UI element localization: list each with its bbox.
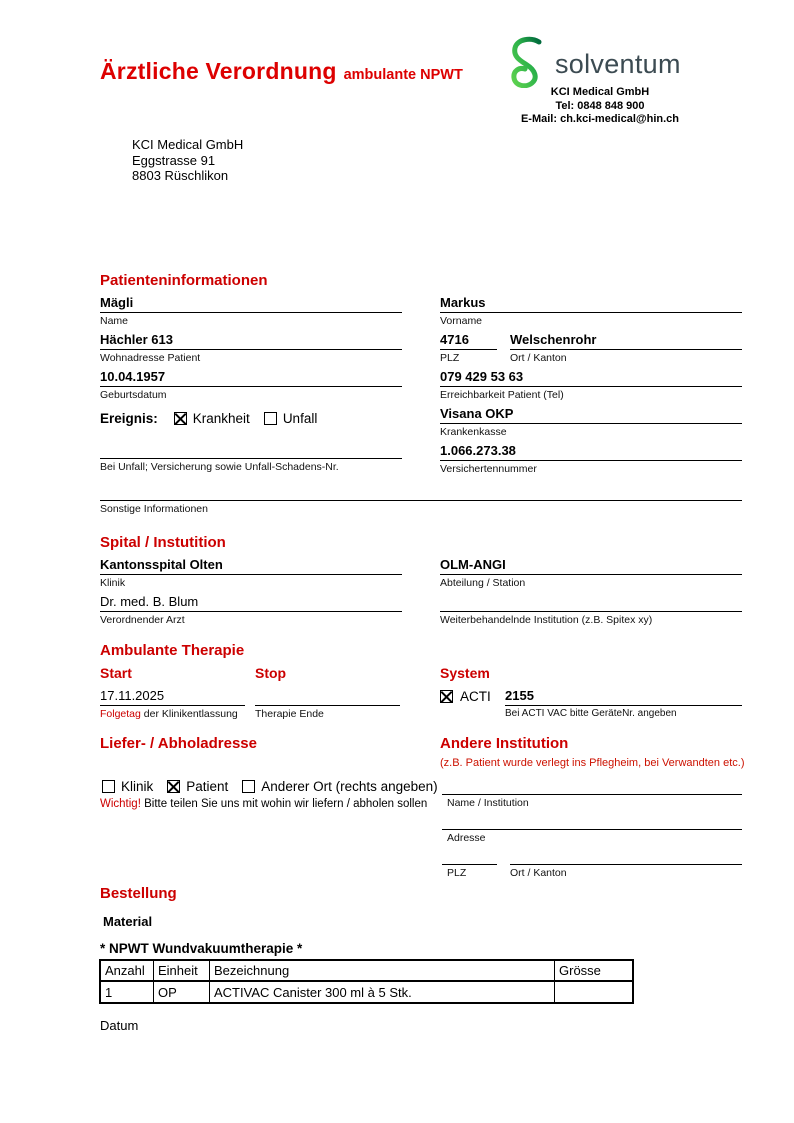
- krankheit-option-label: Krankheit: [192, 411, 250, 426]
- cell-einheit: OP: [154, 981, 210, 1003]
- name-label: Name: [100, 315, 129, 327]
- contact-company: KCI Medical GmbH: [550, 86, 650, 98]
- section-heading-therapie: Ambulante Therapie: [100, 642, 245, 659]
- unfall-nr-value[interactable]: [100, 441, 402, 459]
- andere-ort-value[interactable]: [510, 847, 742, 865]
- geburtsdatum-label: Geburtsdatum: [100, 389, 167, 401]
- field-therapie-stop: [255, 688, 400, 720]
- krankenkasse-value[interactable]: Visana OKP: [440, 406, 742, 424]
- name-value[interactable]: Mägli: [100, 295, 402, 313]
- header-einheit: Einheit: [154, 960, 210, 981]
- ort-label: Ort / Kanton: [510, 352, 567, 364]
- sonstige-label: Sonstige Informationen: [100, 503, 208, 515]
- krankenkasse-label: Krankenkasse: [440, 426, 507, 438]
- weiterbehandelnde-value[interactable]: [440, 594, 742, 612]
- andere-adresse-label: Adresse: [447, 832, 486, 844]
- solventum-s-icon: [506, 36, 546, 93]
- page-title: [100, 58, 463, 85]
- geraetenr-label: Bei ACTI VAC bitte GeräteNr. angeben: [505, 708, 677, 719]
- npwt-heading: * NPWT Wundvakuumtherapie *: [100, 941, 303, 956]
- tel-value[interactable]: 079 429 53 63: [440, 369, 742, 387]
- sonstige-value[interactable]: [100, 483, 742, 501]
- patient-option-label: Patient: [186, 779, 229, 794]
- plz-label: PLZ: [440, 352, 460, 364]
- company-contact-block: [450, 86, 750, 127]
- plz-value[interactable]: 4716: [440, 332, 497, 350]
- cell-anzahl: 1: [100, 981, 154, 1003]
- field-ort: [510, 332, 742, 364]
- cell-bezeichnung: ACTIVAC Canister 300 ml à 5 Stk.: [210, 981, 555, 1003]
- geburtsdatum-value[interactable]: 10.04.1957: [100, 369, 402, 387]
- wichtig-red-text: Wichtig!: [100, 798, 141, 810]
- ort-value[interactable]: Welschenrohr: [510, 332, 742, 350]
- andere-name-label: Name / Institution: [447, 797, 529, 809]
- field-wohnadresse: [100, 332, 402, 364]
- section-heading-patient: Patienteninformationen: [100, 272, 268, 289]
- contact-email: E-Mail: ch.kci-medical@hin.ch: [520, 113, 680, 125]
- wichtig-note: [100, 798, 427, 810]
- checkbox-krankheit[interactable]: [174, 412, 187, 425]
- weiterbehandelnde-label: Weiterbehandelnde Institution (z.B. Spitex xy): [440, 614, 653, 626]
- field-plz: [440, 332, 497, 364]
- versichertennummer-value[interactable]: 1.066.273.38: [440, 443, 742, 461]
- field-tel: [440, 369, 742, 401]
- field-abteilung: [440, 557, 742, 589]
- versichertennummer-label: Versichertennummer: [440, 463, 537, 475]
- ereignis-row: [100, 411, 331, 426]
- field-andere-adresse: [442, 812, 742, 844]
- field-klinik: [100, 557, 402, 589]
- field-unfall-nr: [100, 441, 402, 473]
- checkbox-unfall[interactable]: [264, 412, 277, 425]
- cell-groesse: [555, 981, 634, 1003]
- therapie-stop-value[interactable]: [255, 688, 400, 706]
- checkbox-klinik[interactable]: [102, 780, 115, 793]
- section-heading-liefer: Liefer- / Abholadresse: [100, 735, 257, 752]
- header-groesse: Grösse: [555, 960, 634, 981]
- section-heading-bestellung: Bestellung: [100, 885, 177, 902]
- wohnadresse-value[interactable]: Hächler 613: [100, 332, 402, 350]
- material-heading: Material: [103, 914, 153, 929]
- tel-label: Erreichbarkeit Patient (Tel): [440, 389, 564, 401]
- field-andere-plz: [442, 847, 497, 879]
- unfall-option-label: Unfall: [282, 411, 318, 426]
- form-subtitle: ambulante NPWT: [343, 67, 463, 83]
- folgetag-red-text: Folgetag: [100, 708, 141, 720]
- column-heading-stop: Stop: [255, 665, 287, 681]
- column-heading-start: Start: [100, 665, 132, 681]
- field-weiterbehandelnde: [440, 594, 742, 626]
- table-header-row: [100, 960, 633, 981]
- abteilung-value[interactable]: OLM-ANGI: [440, 557, 742, 575]
- checkbox-anderer-ort[interactable]: [242, 780, 255, 793]
- field-arzt: [100, 594, 402, 626]
- klinik-value[interactable]: Kantonsspital Olten: [100, 557, 402, 575]
- andere-adresse-value[interactable]: [442, 812, 742, 830]
- system-acti-row: [440, 689, 491, 704]
- field-andere-ort: [510, 847, 742, 879]
- anderer-ort-option-label: Anderer Ort (rechts angeben): [261, 779, 438, 794]
- header-bezeichnung: Bezeichnung: [210, 960, 555, 981]
- andere-name-value[interactable]: [442, 777, 742, 795]
- sender-line: 8803 Rüschlikon: [132, 168, 229, 183]
- vorname-value[interactable]: Markus: [440, 295, 742, 313]
- form-title: Ärztliche Verordnung: [100, 58, 337, 84]
- material-order-table: [99, 959, 634, 1004]
- field-geburtsdatum: [100, 369, 402, 401]
- therapie-stop-label: Therapie Ende: [255, 708, 324, 720]
- field-krankenkasse: [440, 406, 742, 438]
- checkbox-acti[interactable]: [440, 690, 453, 703]
- section-heading-andere: Andere Institution: [440, 735, 569, 752]
- field-name: [100, 295, 402, 327]
- arzt-label: Verordnender Arzt: [100, 614, 185, 626]
- section-heading-spital: Spital / Instutition: [100, 534, 226, 551]
- klinik-label: Klinik: [100, 577, 126, 589]
- wohnadresse-label: Wohnadresse Patient: [100, 352, 201, 364]
- column-heading-system: System: [440, 665, 490, 681]
- header-anzahl: Anzahl: [100, 960, 154, 981]
- field-vorname: [440, 295, 742, 327]
- solventum-logo: [506, 36, 681, 93]
- abteilung-label: Abteilung / Station: [440, 577, 526, 589]
- unfall-nr-label: Bei Unfall; Versicherung sowie Unfall-Schadens-Nr.: [100, 461, 339, 473]
- andere-plz-label: PLZ: [447, 867, 467, 879]
- sender-line: Eggstrasse 91: [132, 152, 216, 168]
- field-versichertennummer: [440, 443, 742, 475]
- field-sonstige-informationen: [100, 483, 742, 515]
- andere-institution-note: (z.B. Patient wurde verlegt ins Pflegheim, bei Verwandten etc.): [440, 757, 745, 769]
- field-andere-name: [442, 777, 742, 809]
- field-therapie-start: [100, 688, 245, 720]
- acti-option-label: ACTI: [460, 689, 491, 704]
- table-row: [100, 981, 633, 1003]
- checkbox-patient[interactable]: [167, 780, 180, 793]
- datum-label: Datum: [100, 1018, 139, 1033]
- field-system-geraetenr: [505, 688, 742, 720]
- sender-line: KCI Medical GmbH: [132, 137, 244, 152]
- lieferadresse-options-row: [102, 779, 452, 794]
- andere-plz-value[interactable]: [442, 847, 497, 865]
- vorname-label: Vorname: [440, 315, 483, 327]
- therapie-start-value[interactable]: 17.11.2025: [100, 688, 245, 706]
- sender-address-block: [132, 137, 243, 184]
- wichtig-rest-text: Bitte teilen Sie uns mit wohin wir liefern / abholen sollen: [140, 798, 428, 810]
- contact-tel: Tel: 0848 848 900: [555, 99, 645, 112]
- folgetag-rest-text: der Klinikentlassung: [140, 708, 238, 720]
- arzt-value[interactable]: Dr. med. B. Blum: [100, 594, 402, 612]
- therapie-start-label: [100, 708, 245, 720]
- klinik-option-label: Klinik: [121, 779, 154, 794]
- andere-ort-label: Ort / Kanton: [510, 867, 567, 879]
- geraetenr-value[interactable]: 2155: [505, 688, 742, 706]
- logo-wordmark: solventum: [555, 49, 681, 79]
- ereignis-label: Ereignis:: [100, 411, 158, 426]
